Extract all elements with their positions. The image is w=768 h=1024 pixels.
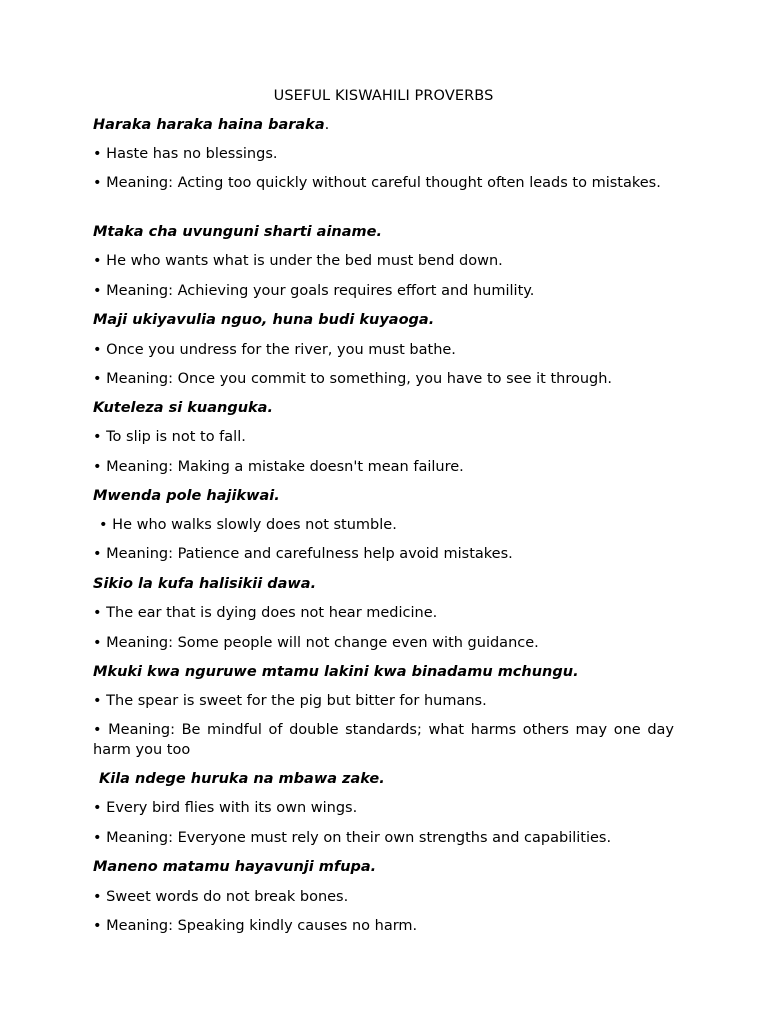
proverb-text: Mwenda pole hajikwai. xyxy=(93,488,280,504)
translation-line: • He who walks slowly does not stumble. xyxy=(99,517,397,533)
document-page xyxy=(93,0,674,1024)
proverb-text: Kuteleza si kuanguka. xyxy=(93,400,273,416)
meaning-line: • Meaning: Once you commit to something, you have to see it through. xyxy=(93,371,613,387)
meaning-line: • Meaning: Making a mistake doesn't mean failure. xyxy=(93,459,464,475)
translation-line: • Every bird flies with its own wings. xyxy=(93,800,358,816)
proverb-text: Mtaka cha uvunguni sharti ainame. xyxy=(93,224,382,240)
meaning-line: • Meaning: Acting too quickly without careful thought often leads to mistakes. xyxy=(93,175,661,191)
translation-line: • The spear is sweet for the pig but bitter for humans. xyxy=(93,693,487,709)
proverb-text: Mkuki kwa nguruwe mtamu lakini kwa binadamu mchungu. xyxy=(93,664,579,680)
translation-line: • To slip is not to fall. xyxy=(93,429,246,445)
meaning-line: • Meaning: Some people will not change even with guidance. xyxy=(93,635,539,651)
meaning-line: • Meaning: Patience and carefulness help avoid mistakes. xyxy=(93,546,513,562)
proverb-text: Maneno matamu hayavunji mfupa. xyxy=(93,859,377,875)
translation-line: • The ear that is dying does not hear medicine. xyxy=(93,605,438,621)
translation-line: • Sweet words do not break bones. xyxy=(93,889,349,905)
meaning-line: • Meaning: Achieving your goals requires effort and humility. xyxy=(93,283,535,299)
proverb-text: Maji ukiyavulia nguo, huna budi kuyaoga. xyxy=(93,312,435,328)
meaning-line: • Meaning: Be mindful of double standards; what harms others may one day harm you too xyxy=(93,722,674,758)
translation-line: • Haste has no blessings. xyxy=(93,146,278,162)
proverb-line xyxy=(93,115,674,135)
translation-line: • He who wants what is under the bed must bend down. xyxy=(93,253,503,269)
translation-line: • Once you undress for the river, you must bathe. xyxy=(93,342,456,358)
proverb-text: Haraka haraka haina baraka xyxy=(93,117,325,133)
proverb-text: Kila ndege huruka na mbawa zake. xyxy=(99,771,385,787)
proverb-suffix: . xyxy=(324,117,330,133)
meaning-line: • Meaning: Everyone must rely on their own strengths and capabilities. xyxy=(93,830,612,846)
proverb-text: Sikio la kufa halisikii dawa. xyxy=(93,576,317,592)
meaning-line: • Meaning: Speaking kindly causes no harm. xyxy=(93,918,418,934)
document-title: USEFUL KISWAHILI PROVERBS xyxy=(273,88,494,104)
